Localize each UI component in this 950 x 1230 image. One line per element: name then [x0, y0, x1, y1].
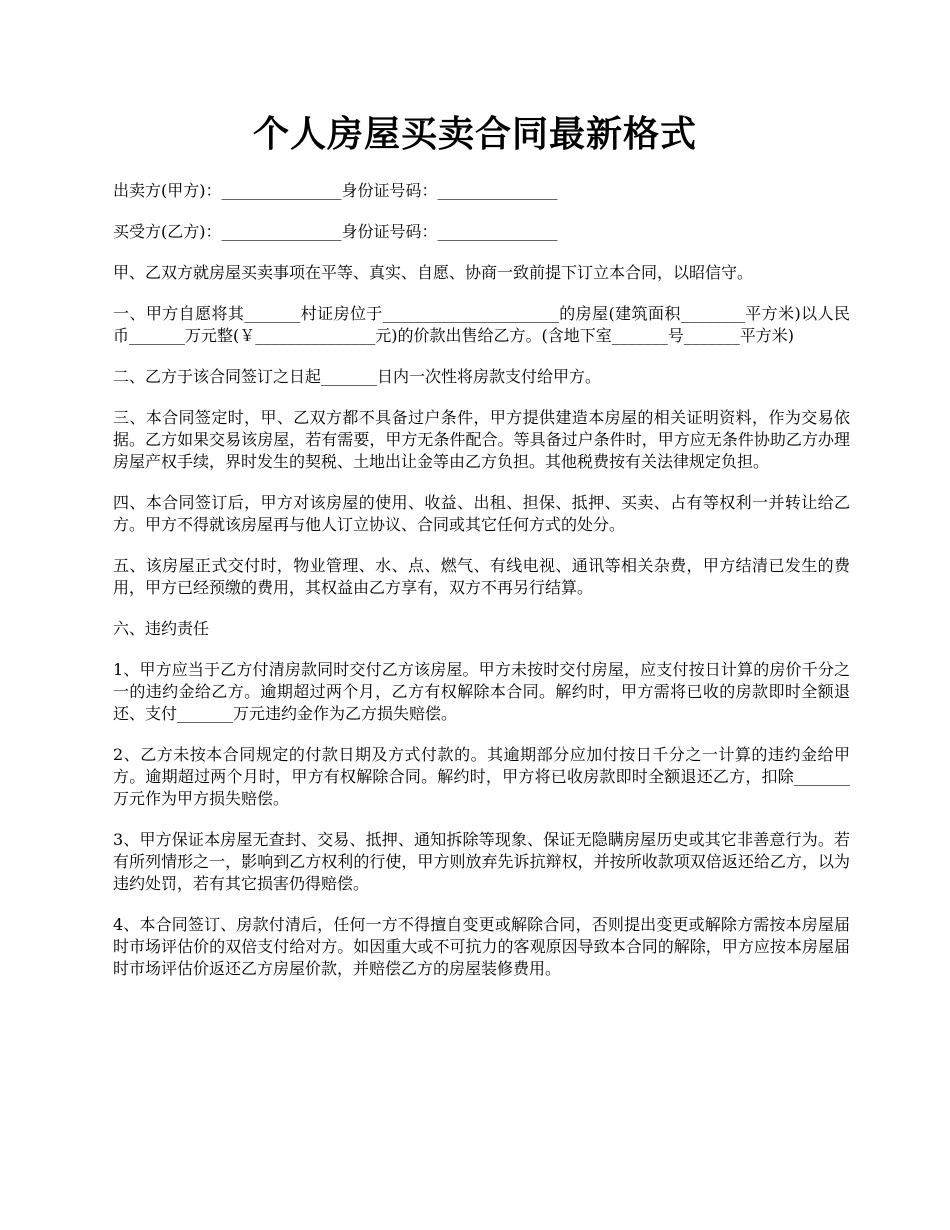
liability-3: 3、甲方保证本房屋无查封、交易、抵押、通知拆除等现象、保证无隐瞒房屋历史或其它非善意行为。若有所列情形之一，影响到乙方权利的行使，甲方则放弃先诉抗辩权，并按所收款项双倍返还给乙方，以为违约处罚，若有其它损害仍得赔偿。 [113, 830, 850, 893]
clause-5: 五、该房屋正式交付时，物业管理、水、点、燃气、有线电视、通讯等相关杂费，甲方结清已发生的费用，甲方已经预缴的费用，其权益由乙方享有，双方不再另行结算。 [113, 556, 850, 597]
clause-2: 二、乙方于该合同签订之日起_______日内一次性将房款支付给甲方。 [113, 367, 602, 386]
liability-4: 4、本合同签订、房款付清后，任何一方不得擅自变更或解除合同，否则提出变更或解除方需按本房屋届时市场评估价的双倍支付给对方。如因重大或不可抗力的客观原因导致本合同的解除，甲方应按本房屋届时市场评估价返还乙方房屋价款，并赔偿乙方的房屋装修费用。 [113, 915, 850, 978]
preamble: 甲、乙双方就房屋买卖事项在平等、真实、自愿、协商一致前提下订立本合同，以昭信守。 [113, 263, 754, 282]
liability-1: 1、甲方应当于乙方付清房款同时交付乙方该房屋。甲方未按时交付房屋，应支付按日计算的房价千分之一的违约金给乙方。逾期超过两个月，乙方有权解除本合同。解约时，甲方需将已收的房款即时全额退还、支付_______万元违约金作为乙方损失赔偿。 [113, 660, 850, 723]
clause-3: 三、本合同签定时，甲、乙双方都不具备过户条件，甲方提供建造本房屋的相关证明资料，作为交易依据。乙方如果交易该房屋，若有需要，甲方无条件配合。等具备过户条件时，甲方应无条件协助乙方办理房屋产权手续，界时发生的契税、土地出让金等由乙方负担。其他税费按有关法律规定负担。 [113, 408, 850, 471]
seller-line: 出卖方(甲方)：_______________身份证号码：_______________ [113, 181, 558, 200]
clause-1: 一、甲方自愿将其_______村证房位于______________________的房屋(建筑面积________平方米)以人民币_______万元整(￥_______________元)的价款出售给乙方。(含地下室_______号_______平方米) [113, 304, 850, 345]
clause-6-heading: 六、违约责任 [113, 619, 210, 638]
clause-4: 四、本合同签订后，甲方对该房屋的使用、收益、出租、担保、抵押、买卖、占有等权利一并转让给乙方。甲方不得就该房屋再与他人订立协议、合同或其它任何方式的处分。 [113, 493, 850, 534]
document-title: 个人房屋买卖合同最新格式 [252, 114, 697, 155]
liability-2: 2、乙方未按本合同规定的付款日期及方式付款的。其逾期部分应加付按日千分之一计算的违约金给甲方。逾期超过两个月时，甲方有权解除合同。解约时，甲方将已收房款即时全额退还乙方，扣除_______万元作为甲方损失赔偿。 [113, 745, 850, 808]
document-body [113, 180, 850, 999]
buyer-line: 买受方(乙方)：_______________身份证号码：_______________ [113, 222, 558, 241]
